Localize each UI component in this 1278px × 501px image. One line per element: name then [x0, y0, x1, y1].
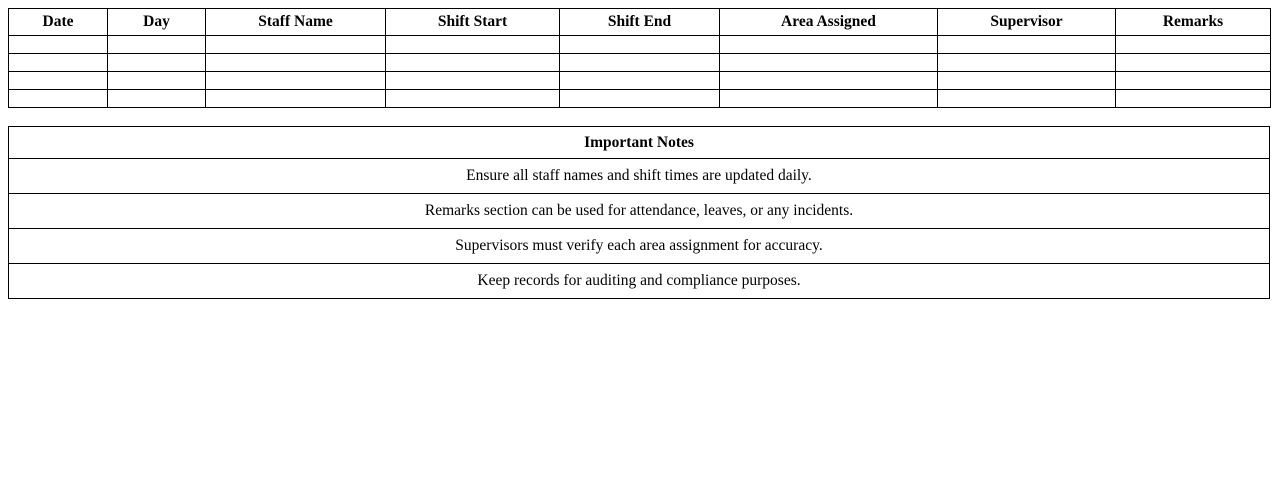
- column-header-area-assigned: Area Assigned: [720, 9, 938, 36]
- cell-remarks[interactable]: [1116, 90, 1271, 108]
- note-item-1: Ensure all staff names and shift times are updated daily.: [9, 159, 1270, 194]
- table-row: [9, 72, 1271, 90]
- cell-shift-start[interactable]: [386, 90, 560, 108]
- cell-day[interactable]: [108, 36, 206, 54]
- cell-staff-name[interactable]: [206, 90, 386, 108]
- cell-area-assigned[interactable]: [720, 36, 938, 54]
- cell-date[interactable]: [9, 54, 108, 72]
- column-header-day: Day: [108, 9, 206, 36]
- column-header-remarks: Remarks: [1116, 9, 1271, 36]
- cell-remarks[interactable]: [1116, 72, 1271, 90]
- cell-day[interactable]: [108, 72, 206, 90]
- table-row: [9, 36, 1271, 54]
- table-spacer: [8, 108, 1270, 126]
- cell-supervisor[interactable]: [938, 72, 1116, 90]
- cell-staff-name[interactable]: [206, 72, 386, 90]
- note-item-4: Keep records for auditing and compliance purposes.: [9, 264, 1270, 299]
- important-notes-table: [8, 126, 1270, 299]
- cell-date[interactable]: [9, 72, 108, 90]
- cell-shift-start[interactable]: [386, 36, 560, 54]
- cell-remarks[interactable]: [1116, 36, 1271, 54]
- list-item: [9, 194, 1270, 229]
- cell-date[interactable]: [9, 90, 108, 108]
- table-row: [9, 54, 1271, 72]
- column-header-date: Date: [9, 9, 108, 36]
- cell-day[interactable]: [108, 90, 206, 108]
- cell-shift-end[interactable]: [560, 72, 720, 90]
- notes-title: Important Notes: [9, 127, 1270, 159]
- cell-shift-end[interactable]: [560, 90, 720, 108]
- cell-area-assigned[interactable]: [720, 90, 938, 108]
- note-item-2: Remarks section can be used for attendance, leaves, or any incidents.: [9, 194, 1270, 229]
- cell-remarks[interactable]: [1116, 54, 1271, 72]
- cell-day[interactable]: [108, 54, 206, 72]
- staff-shift-schedule-table: [8, 8, 1271, 108]
- cell-area-assigned[interactable]: [720, 72, 938, 90]
- list-item: [9, 229, 1270, 264]
- table-row: [9, 90, 1271, 108]
- cell-area-assigned[interactable]: [720, 54, 938, 72]
- notes-title-row: [9, 127, 1270, 159]
- cell-staff-name[interactable]: [206, 54, 386, 72]
- note-item-3: Supervisors must verify each area assignment for accuracy.: [9, 229, 1270, 264]
- cell-date[interactable]: [9, 36, 108, 54]
- column-header-staff-name: Staff Name: [206, 9, 386, 36]
- cell-shift-end[interactable]: [560, 36, 720, 54]
- column-header-shift-start: Shift Start: [386, 9, 560, 36]
- column-header-shift-end: Shift End: [560, 9, 720, 36]
- list-item: [9, 159, 1270, 194]
- cell-staff-name[interactable]: [206, 36, 386, 54]
- cell-shift-start[interactable]: [386, 72, 560, 90]
- cell-supervisor[interactable]: [938, 54, 1116, 72]
- table-header-row: [9, 9, 1271, 36]
- list-item: [9, 264, 1270, 299]
- cell-shift-end[interactable]: [560, 54, 720, 72]
- column-header-supervisor: Supervisor: [938, 9, 1116, 36]
- cell-shift-start[interactable]: [386, 54, 560, 72]
- cell-supervisor[interactable]: [938, 36, 1116, 54]
- cell-supervisor[interactable]: [938, 90, 1116, 108]
